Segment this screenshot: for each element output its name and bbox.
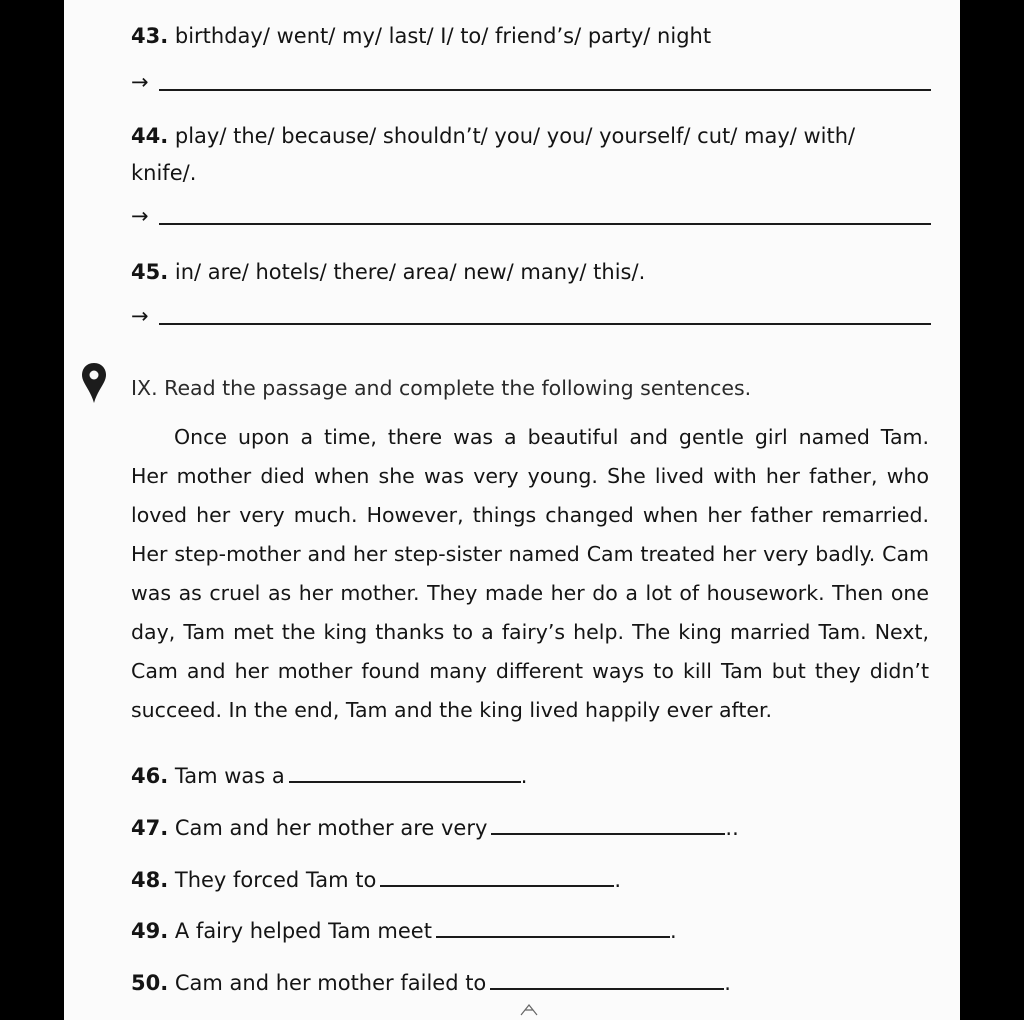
question-43 — [131, 23, 711, 49]
question-48 — [131, 867, 621, 893]
question-number: 46. — [131, 764, 169, 788]
question-number: 47. — [131, 816, 169, 840]
passage-line: Her mother died when she was very young. She lived with her father, who — [131, 464, 929, 488]
question-number: 43. — [131, 24, 169, 48]
question-46 — [131, 763, 527, 789]
question-stem: Cam and her mother failed to — [168, 971, 487, 995]
answer-blank[interactable] — [491, 819, 725, 835]
question-stem: Tam was a — [168, 764, 285, 788]
question-words: in/ are/ hotels/ there/ area/ new/ many/ this/. — [168, 260, 646, 284]
answer-blank[interactable] — [490, 974, 724, 990]
question-number: 45. — [131, 260, 169, 284]
question-number: 48. — [131, 868, 169, 892]
passage-line: succeed. In the end, Tam and the king lived happily ever after. — [131, 698, 773, 722]
answer-blank[interactable] — [436, 922, 670, 938]
passage-line: day, Tam met the king thanks to a fairy’s help. The king married Tam. Next, — [131, 620, 929, 644]
question-stem: They forced Tam to — [168, 868, 377, 892]
passage-line: Once upon a time, there was a beautiful and gentle girl named Tam. — [174, 425, 929, 449]
answer-row-45 — [131, 303, 931, 329]
question-stem: Cam and her mother are very — [168, 816, 488, 840]
question-number: 44. — [131, 124, 169, 148]
location-pin-icon — [80, 362, 108, 406]
answer-row-43 — [131, 69, 931, 95]
answer-blank[interactable] — [289, 767, 521, 783]
question-end: . — [520, 764, 528, 788]
passage-line: was as cruel as her mother. They made her do a lot of housework. Then one — [131, 581, 929, 605]
passage-line: loved her very much. However, things changed when her father remarried. — [131, 503, 929, 527]
question-50 — [131, 970, 731, 996]
reading-passage — [131, 418, 929, 730]
worksheet-page — [64, 0, 960, 1020]
arrow-icon: → — [131, 204, 149, 228]
question-45 — [131, 259, 645, 285]
question-44 — [131, 123, 855, 149]
question-stem: A fairy helped Tam meet — [168, 919, 432, 943]
question-47 — [131, 815, 739, 841]
question-words: play/ the/ because/ shouldn’t/ you/ you/ yourself/ cut/ may/ with/ — [168, 124, 856, 148]
question-end: .. — [725, 816, 739, 840]
question-words: birthday/ went/ my/ last/ I/ to/ friend’s/ party/ night — [168, 24, 712, 48]
passage-line: Cam and her mother found many different ways to kill Tam but they didn’t — [131, 659, 929, 683]
section-title: IX. Read the passage and complete the following sentences. — [131, 376, 752, 400]
passage-line: Her step-mother and her step-sister named Cam treated her very badly. Cam — [131, 542, 929, 566]
page-ornament-icon — [516, 1003, 542, 1017]
arrow-icon: → — [131, 70, 149, 94]
question-end: . — [614, 868, 622, 892]
question-44-continuation: knife/. — [131, 161, 197, 185]
question-end: . — [669, 919, 677, 943]
question-number: 49. — [131, 919, 169, 943]
answer-blank[interactable] — [380, 871, 614, 887]
answer-row-44 — [131, 203, 931, 229]
answer-line[interactable] — [159, 223, 931, 225]
question-number: 50. — [131, 971, 169, 995]
question-49 — [131, 918, 677, 944]
arrow-icon: → — [131, 304, 149, 328]
answer-line[interactable] — [159, 323, 931, 325]
answer-line[interactable] — [159, 89, 931, 91]
question-end: . — [724, 971, 731, 995]
